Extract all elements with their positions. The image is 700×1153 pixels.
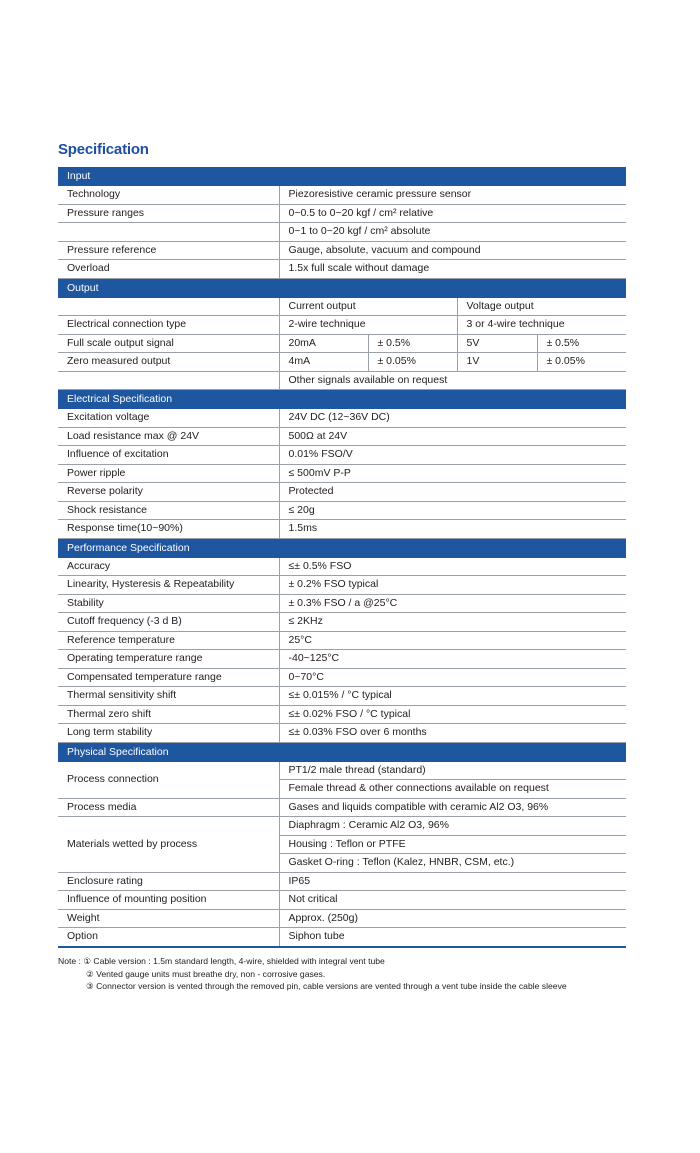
spec-row	[58, 241, 626, 260]
spec-value: 500Ω at 24V	[279, 427, 626, 446]
spec-value: ≤± 0.015% / °C typical	[279, 687, 626, 706]
spec-label: Influence of mounting position	[58, 891, 279, 910]
spec-label: Thermal sensitivity shift	[58, 687, 279, 706]
note-1: Note : ① Cable version : 1.5m standard length, 4-wire, shielded with integral vent tube	[58, 956, 385, 966]
spec-value: Not critical	[279, 891, 626, 910]
spec-value: 4mA	[279, 353, 368, 372]
spec-value: 0~0.5 to 0~20 kgf / cm² relative	[279, 204, 626, 223]
spec-label: Pressure reference	[58, 241, 279, 260]
spec-label: Shock resistance	[58, 501, 279, 520]
spec-value: IP65	[279, 872, 626, 891]
spec-row	[58, 724, 626, 743]
section-title: Input	[58, 167, 626, 186]
section-header	[58, 538, 626, 557]
spec-value: ≤± 0.5% FSO	[279, 557, 626, 576]
section-title: Physical Specification	[58, 742, 626, 761]
spec-value: 25°C	[279, 631, 626, 650]
section-title: Output	[58, 278, 626, 297]
spec-row	[58, 928, 626, 947]
spec-row	[58, 705, 626, 724]
spec-label: Compensated temperature range	[58, 668, 279, 687]
spec-label: Process media	[58, 798, 279, 817]
note-3: ③ Connector version is vented through the removed pin, cable versions are vented through a vent tube inside the cable sleeve	[86, 981, 567, 991]
spec-row	[58, 371, 626, 390]
spec-row	[58, 204, 626, 223]
spec-value: Siphon tube	[279, 928, 626, 947]
spec-label	[58, 297, 279, 316]
spec-row	[58, 427, 626, 446]
section-header	[58, 742, 626, 761]
spec-value: 1.5x full scale without damage	[279, 260, 626, 279]
spec-value: ≤ 20g	[279, 501, 626, 520]
spec-label: Thermal zero shift	[58, 705, 279, 724]
note-2: ② Vented gauge units must breathe dry, non - corrosive gases.	[86, 968, 326, 979]
spec-value: 24V DC (12~36V DC)	[279, 409, 626, 428]
section-header	[58, 167, 626, 186]
spec-row	[58, 613, 626, 632]
spec-value: PT1/2 male thread (standard)	[279, 761, 626, 780]
spec-row	[58, 186, 626, 205]
spec-value: ± 0.5%	[368, 334, 457, 353]
spec-value: Gases and liquids compatible with ceramic Al2 O3, 96%	[279, 798, 626, 817]
spec-value: ± 0.05%	[368, 353, 457, 372]
spec-value: 5V	[457, 334, 537, 353]
spec-value: 0~1 to 0~20 kgf / cm² absolute	[279, 223, 626, 242]
spec-label: Excitation voltage	[58, 409, 279, 428]
spec-row	[58, 668, 626, 687]
spec-value: Housing : Teflon or PTFE	[279, 835, 626, 854]
spec-value: ≤± 0.03% FSO over 6 months	[279, 724, 626, 743]
spec-label	[58, 223, 279, 242]
spec-value: Approx. (250g)	[279, 909, 626, 928]
spec-label: Reference temperature	[58, 631, 279, 650]
spec-row	[58, 297, 626, 316]
spec-value: 0~70°C	[279, 668, 626, 687]
spec-label: Technology	[58, 186, 279, 205]
spec-label: Accuracy	[58, 557, 279, 576]
spec-value: Gauge, absolute, vacuum and compound	[279, 241, 626, 260]
spec-label: Pressure ranges	[58, 204, 279, 223]
spec-label	[58, 371, 279, 390]
specification-table	[58, 167, 626, 948]
spec-row	[58, 798, 626, 817]
spec-row	[58, 872, 626, 891]
spec-value: 3 or 4-wire technique	[457, 316, 626, 335]
spec-row	[58, 631, 626, 650]
spec-row	[58, 891, 626, 910]
section-header	[58, 390, 626, 409]
spec-label: Long term stability	[58, 724, 279, 743]
spec-row	[58, 353, 626, 372]
spec-row	[58, 446, 626, 465]
spec-label: Weight	[58, 909, 279, 928]
spec-value: ± 0.05%	[537, 353, 626, 372]
spec-label: Option	[58, 928, 279, 947]
spec-label: Influence of excitation	[58, 446, 279, 465]
spec-label: Zero measured output	[58, 353, 279, 372]
spec-value: Gasket O-ring : Teflon (Kalez, HNBR, CSM, etc.)	[279, 854, 626, 873]
spec-row	[58, 520, 626, 539]
spec-label: Electrical connection type	[58, 316, 279, 335]
section-header	[58, 278, 626, 297]
spec-row	[58, 687, 626, 706]
spec-value: 0.01% FSO/V	[279, 446, 626, 465]
spec-label: Process connection	[58, 761, 279, 798]
spec-row	[58, 909, 626, 928]
spec-value: ± 0.3% FSO / a @25°C	[279, 594, 626, 613]
spec-label: Reverse polarity	[58, 483, 279, 502]
spec-row	[58, 501, 626, 520]
spec-row	[58, 594, 626, 613]
spec-value: 1V	[457, 353, 537, 372]
spec-label: Linearity, Hysteresis & Repeatability	[58, 576, 279, 595]
spec-row	[58, 817, 626, 836]
spec-value: 20mA	[279, 334, 368, 353]
spec-value: 2-wire technique	[279, 316, 457, 335]
spec-value: ≤ 2KHz	[279, 613, 626, 632]
spec-row	[58, 576, 626, 595]
spec-label: Cutoff frequency (-3 d B)	[58, 613, 279, 632]
spec-value: 1.5ms	[279, 520, 626, 539]
spec-row	[58, 650, 626, 669]
spec-label: Full scale output signal	[58, 334, 279, 353]
spec-row	[58, 223, 626, 242]
section-title: Electrical Specification	[58, 390, 626, 409]
spec-value: ≤± 0.02% FSO / °C typical	[279, 705, 626, 724]
spec-value: Current output	[279, 297, 457, 316]
spec-value: Other signals available on request	[279, 371, 626, 390]
spec-label: Overload	[58, 260, 279, 279]
spec-label: Enclosure rating	[58, 872, 279, 891]
spec-row	[58, 334, 626, 353]
notes	[58, 955, 567, 993]
spec-value: ± 0.5%	[537, 334, 626, 353]
spec-value: ± 0.2% FSO typical	[279, 576, 626, 595]
spec-value: -40~125°C	[279, 650, 626, 669]
spec-row	[58, 483, 626, 502]
spec-row	[58, 464, 626, 483]
spec-row	[58, 316, 626, 335]
spec-label: Load resistance max @ 24V	[58, 427, 279, 446]
section-title: Performance Specification	[58, 538, 626, 557]
spec-value: ≤ 500mV P-P	[279, 464, 626, 483]
spec-label: Materials wetted by process	[58, 817, 279, 873]
page-title: Specification	[58, 141, 149, 158]
spec-row	[58, 409, 626, 428]
spec-value: Protected	[279, 483, 626, 502]
spec-row	[58, 557, 626, 576]
spec-label: Power ripple	[58, 464, 279, 483]
spec-value: Diaphragm : Ceramic Al2 O3, 96%	[279, 817, 626, 836]
spec-row	[58, 260, 626, 279]
spec-row	[58, 761, 626, 780]
spec-label: Operating temperature range	[58, 650, 279, 669]
spec-value: Voltage output	[457, 297, 626, 316]
spec-value: Piezoresistive ceramic pressure sensor	[279, 186, 626, 205]
spec-label: Stability	[58, 594, 279, 613]
spec-label: Response time(10~90%)	[58, 520, 279, 539]
spec-value: Female thread & other connections available on request	[279, 780, 626, 799]
